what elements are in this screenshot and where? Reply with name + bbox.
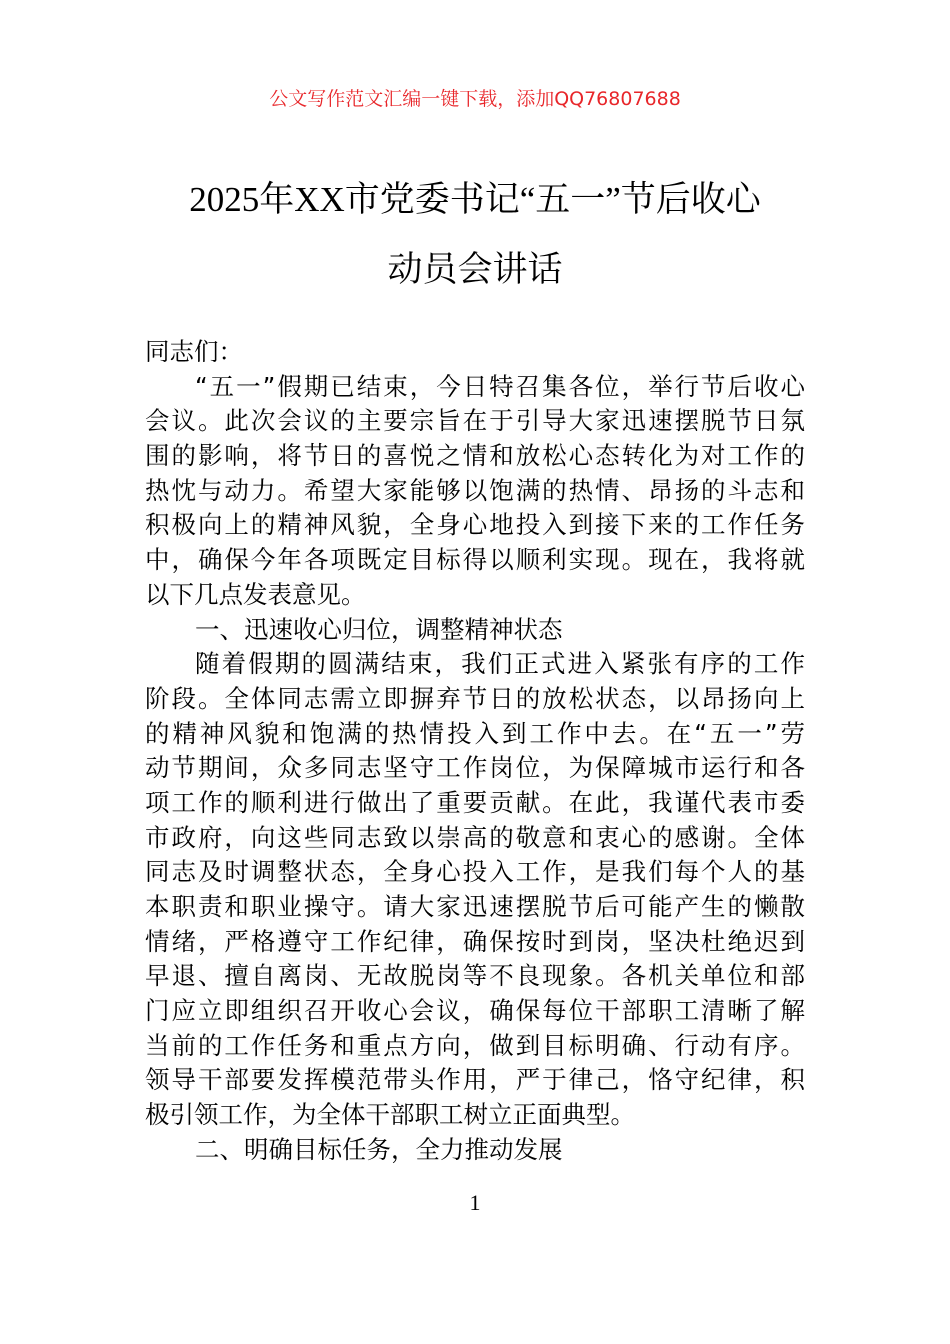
text-line: 本职责和职业操守。请大家迅速摆脱节后可能产生的懒散 bbox=[145, 892, 805, 921]
text-line: 阶段。全体同志需立即摒弃节日的放松状态，以昂扬向上 bbox=[145, 683, 805, 713]
text-line: 一、迅速收心归位，调整精神状态 bbox=[195, 614, 563, 644]
text-line: 随着假期的圆满结束，我们正式进入紧张有序的工作 bbox=[195, 649, 805, 679]
text-line: 会议。此次会议的主要宗旨在于引导大家迅速摆脱节日氛 bbox=[145, 406, 805, 436]
page-number: 1 bbox=[469, 1190, 481, 1215]
text-line: 的精神风貌和饱满的热情投入到工作中去。在“五一”劳 bbox=[145, 718, 805, 748]
text-line: 二、明确目标任务，全力推动发展 bbox=[195, 1134, 563, 1164]
text-line: 情绪，严格遵守工作纪律，确保按时到岗，坚决杜绝迟到 bbox=[145, 926, 805, 956]
document-body bbox=[145, 335, 805, 1168]
text-line: 项工作的顺利进行做出了重要贡献。在此，我谨代表市委 bbox=[145, 787, 805, 817]
text-line: 当前的工作任务和重点方向，做到目标明确、行动有序。 bbox=[145, 1030, 805, 1060]
document-title-line-2: 动员会讲话 bbox=[387, 250, 563, 289]
text-line: 早退、擅自离岗、无故脱岗等不良现象。各机关单位和部 bbox=[145, 961, 805, 991]
text-line: 热忱与动力。希望大家能够以饱满的热情、昂扬的斗志和 bbox=[145, 475, 805, 505]
text-line: 动节期间，众多同志坚守工作岗位，为保障城市运行和各 bbox=[145, 753, 805, 783]
watermark-download-notice: 公文写作范文汇编一键下载，添加QQ76807688 bbox=[269, 88, 681, 110]
text-line: 市政府，向这些同志致以崇高的敬意和衷心的感谢。全体 bbox=[145, 822, 805, 852]
text-line: 中，确保今年各项既定目标得以顺利实现。现在，我将就 bbox=[145, 545, 805, 575]
text-line: 以下几点发表意见。 bbox=[145, 579, 366, 609]
text-line: 积极向上的精神风貌，全身心地投入到接下来的工作任务 bbox=[145, 510, 805, 540]
text-line: “五一”假期已结束，今日特召集各位，举行节后收心 bbox=[195, 371, 805, 401]
text-line: 同志及时调整状态，全身心投入工作，是我们每个人的基 bbox=[145, 857, 805, 887]
text-line: 极引领工作，为全体干部职工树立正面典型。 bbox=[145, 1100, 635, 1130]
text-line: 围的影响，将节日的喜悦之情和放松心态转化为对工作的 bbox=[145, 441, 805, 471]
document-title-line-1: 2025年XX市党委书记“五一”节后收心 bbox=[189, 180, 761, 219]
text-line: 门应立即组织召开收心会议，确保每位干部职工清晰了解 bbox=[145, 996, 805, 1026]
text-line: 领导干部要发挥模范带头作用，严于律己，恪守纪律，积 bbox=[145, 1065, 805, 1095]
text-line: 同志们： bbox=[145, 337, 243, 366]
